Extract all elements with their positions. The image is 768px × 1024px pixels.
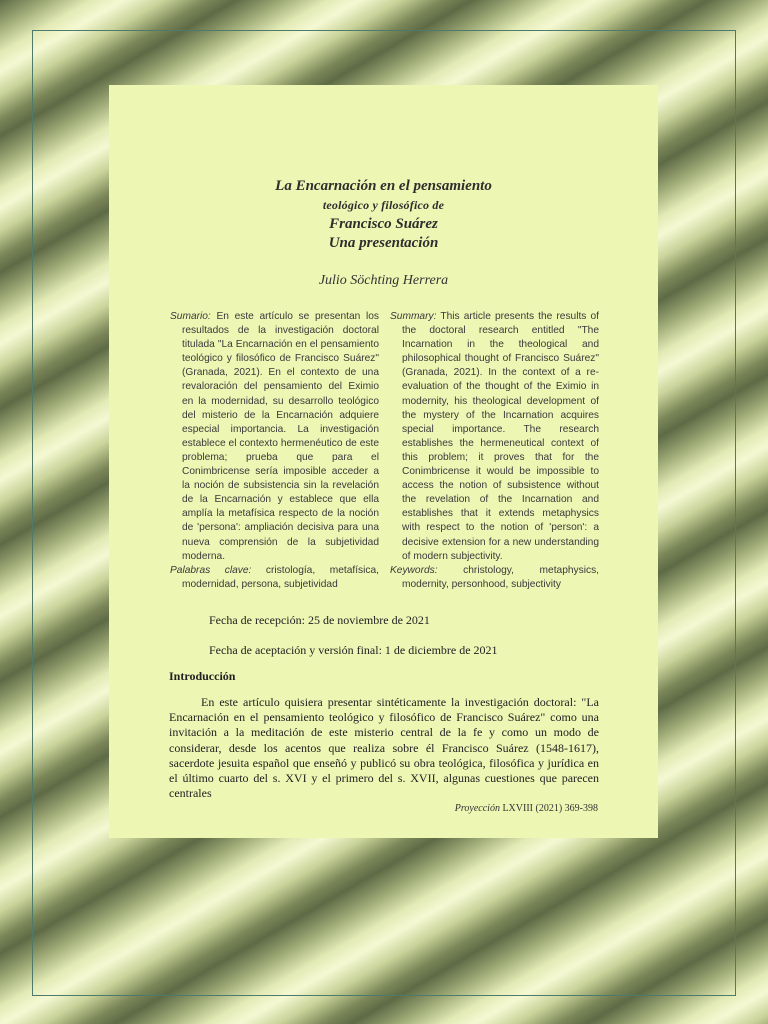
journal-citation: LXVIII (2021) 369-398 — [502, 803, 598, 814]
article-title — [109, 177, 658, 253]
abstract-es-label: Sumario: — [170, 311, 211, 322]
keywords-en-label: Keywords: — [390, 565, 438, 576]
accepted-date: Fecha de aceptación y versión final: 1 de diciembre de 2021 — [209, 643, 498, 657]
title-line-1: La Encarnación en el pensamiento — [275, 178, 492, 194]
title-line-4: Una presentación — [328, 235, 439, 251]
abstract-en-label: Summary: — [390, 311, 437, 322]
author-name: Julio Söchting Herrera — [318, 273, 449, 288]
abstract-es-text: En este artículo se presentan los resultados de la investigación doctoral titulada "La Encarnación en el pensamiento teológico y filosófico de Francisco Suárez" (Granada, 2021). En el contexto de una revaloración del pensamiento del Eximio en la modernidad, su desarrollo teológico del misterio de la Encarnación adquiere especial importancia. La investigación establece el contexto hermenéutico de este problema; prueba que para el Conimbricense sería imposible acceder a la noción de subsistencia sin la revelación de la Encarnación y establece que ella amplía la metafísica respecto de la noción de 'persona': ampliación decisiva para una nueva comprensión de la subjetividad moderna. — [182, 311, 379, 562]
abstract-english — [390, 310, 599, 564]
keywords-english — [390, 564, 599, 592]
journal-name: Proyección — [454, 803, 500, 814]
document-page — [109, 85, 658, 838]
keywords-es-label: Palabras clave: — [170, 565, 252, 576]
abstract-en-text: This article presents the results of the doctoral research entitled "The Incarnation in the theological and philosophical thought of Francisco Suárez" (Granada, 2021). In the context of a re-evaluation of the thought of the Eximio in modernity, his theological development of the mystery of the Incarnation acquires special importance. The research establishes the hermeneutical context of this problem; it proves that for the Conimbricense it would be impossible to access the notion of subsistence without the revelation of the Incarnation and establishes that it extends metaphysics with respect to the notion of 'person': a decisive extension for a new understanding of modern subjectivity. — [402, 311, 599, 562]
page-footer — [455, 803, 598, 814]
section-heading-introduction: Introducción — [169, 669, 236, 683]
keywords-spanish — [170, 564, 379, 592]
abstract-spanish — [170, 310, 379, 564]
keywords-en-text: christology, metaphysics, modernity, personhood, subjectivity — [402, 565, 599, 591]
title-line-3: Francisco Suárez — [329, 216, 438, 232]
received-date: Fecha de recepción: 25 de noviembre de 2021 — [209, 613, 430, 627]
title-line-2: teológico y filosófico de — [322, 198, 445, 212]
intro-paragraph: En este artículo quisiera presentar sintéticamente la investigación doctoral: "La Encarnación en el pensamiento teológico y filosófico de Francisco Suárez" como una invitación a la meditación de este misterio central de la fe y como un modo de considerar, desde los acentos que realiza sobre él Francisco Suárez (1548-1617), sacerdote jesuita español que enseñó y publicó su obra teológica, filosófica y jurídica en el último cuarto del s. XVI y el primero del s. XVII, algunas cuestiones que parecen centrales — [169, 695, 599, 801]
keywords-es-text: cristología, metafísica, modernidad, persona, subjetividad — [182, 565, 379, 591]
